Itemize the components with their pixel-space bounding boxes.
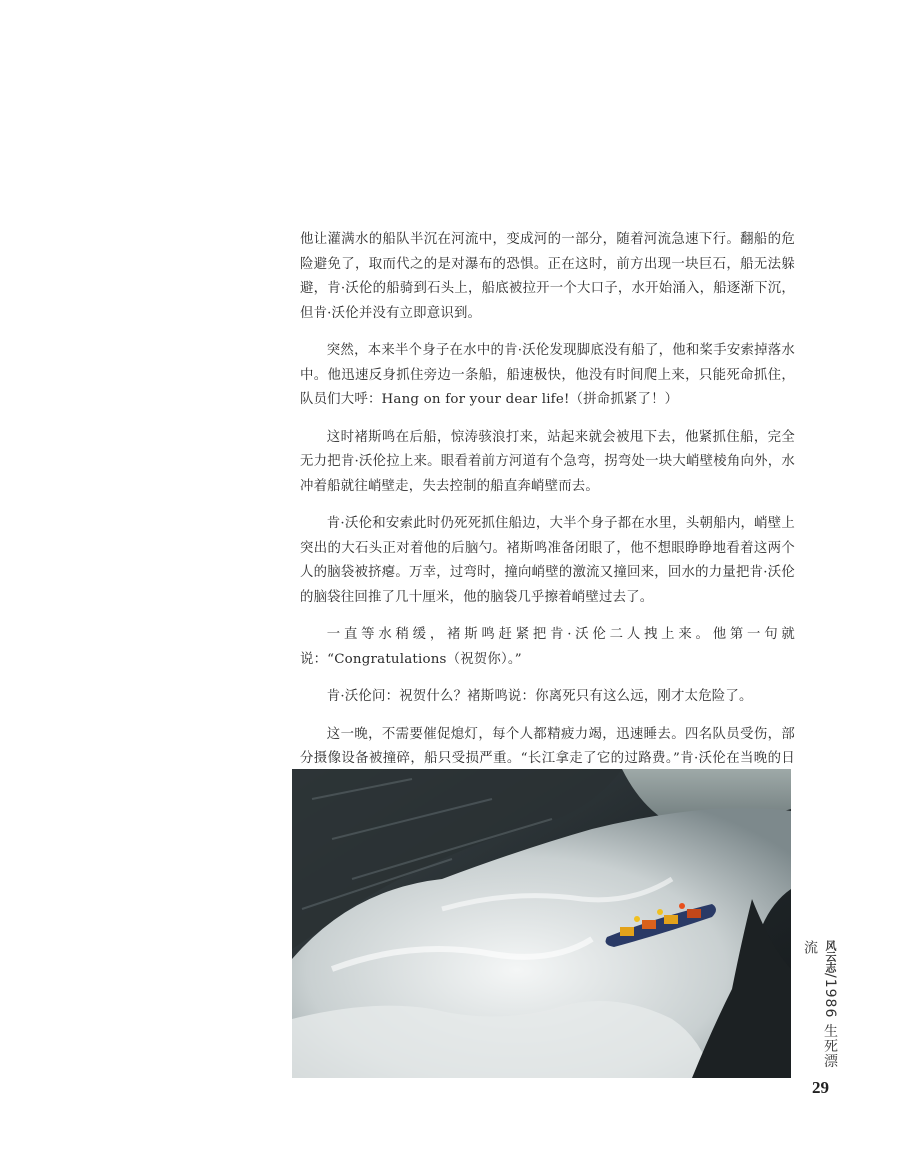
rapids-image (292, 769, 791, 1078)
paragraph: 他让灌满水的船队半沉在河流中，变成河的一部分，随着河流急速下行。翻船的危险避免了，取而代之的是对瀑布的恐惧。正在这时，前方出现一块巨石，船无法躲避，肯·沃伦的船骑到石头上，船底被拉开一个大口子，水开始涌入，船逐渐下沉，但肯·沃伦并没有立即意识到。 (300, 232, 795, 321)
paragraph: 一直等水稍缓，褚斯鸣赶紧把肯·沃伦二人拽上来。他第一句就说：“Congratulations（祝贺你）。” (300, 627, 795, 667)
page-number: 29 (812, 1078, 829, 1097)
rafting-photo (292, 769, 791, 1078)
article-body (300, 228, 795, 809)
series-logo: 风云志 (824, 940, 837, 973)
paragraph: 这时褚斯鸣在后船，惊涛骇浪打来，站起来就会被甩下去，他紧抓住船，完全无力把肯·沃伦拉上来。眼看着前方河道有个急弯，拐弯处一块大峭壁棱角向外，水冲着船就往峭壁走，失去控制的船直奔峭壁而去。 (300, 429, 795, 494)
paragraph: 肯·沃伦和安索此时仍死死抓住船边，大半个身子都在水里，头朝船内，峭壁上突出的大石头正对着他的后脑勺。褚斯鸣准备闭眼了，他不想眼睁睁地看着这两个人的脑袋被挤瘪。万幸，过弯时，撞向峭壁的激流又撞回来，回水的力量把肯·沃伦的脑袋往回推了几十厘米，他的脑袋几乎擦着峭壁过去了。 (300, 516, 795, 605)
section-title-vertical (802, 940, 840, 1070)
paragraph: 突然，本来半个身子在水中的肯·沃伦发现脚底没有船了，他和桨手安索掉落水中。他迅速反身抓住旁边一条船，船速极快，他没有时间爬上来，只能死命抓住，队员们大呼：Hang on for your dear life!（拼命抓紧了！） (300, 343, 795, 407)
section-title: 生死漂流 (802, 940, 838, 1069)
paragraph: 这一晚，不需要催促熄灯，每个人都精疲力竭，迅速睡去。四名队员受伤，部分摄像设备被撞碎，船只受损严重。“长江拿走了它的过路费。”肯·沃伦在当晚的日 (300, 726, 795, 766)
year-label: /1986 (822, 973, 838, 1019)
paragraph: 肯·沃伦问：祝贺什么？褚斯鸣说：你离死只有这么远，刚才太危险了。 (326, 689, 753, 704)
